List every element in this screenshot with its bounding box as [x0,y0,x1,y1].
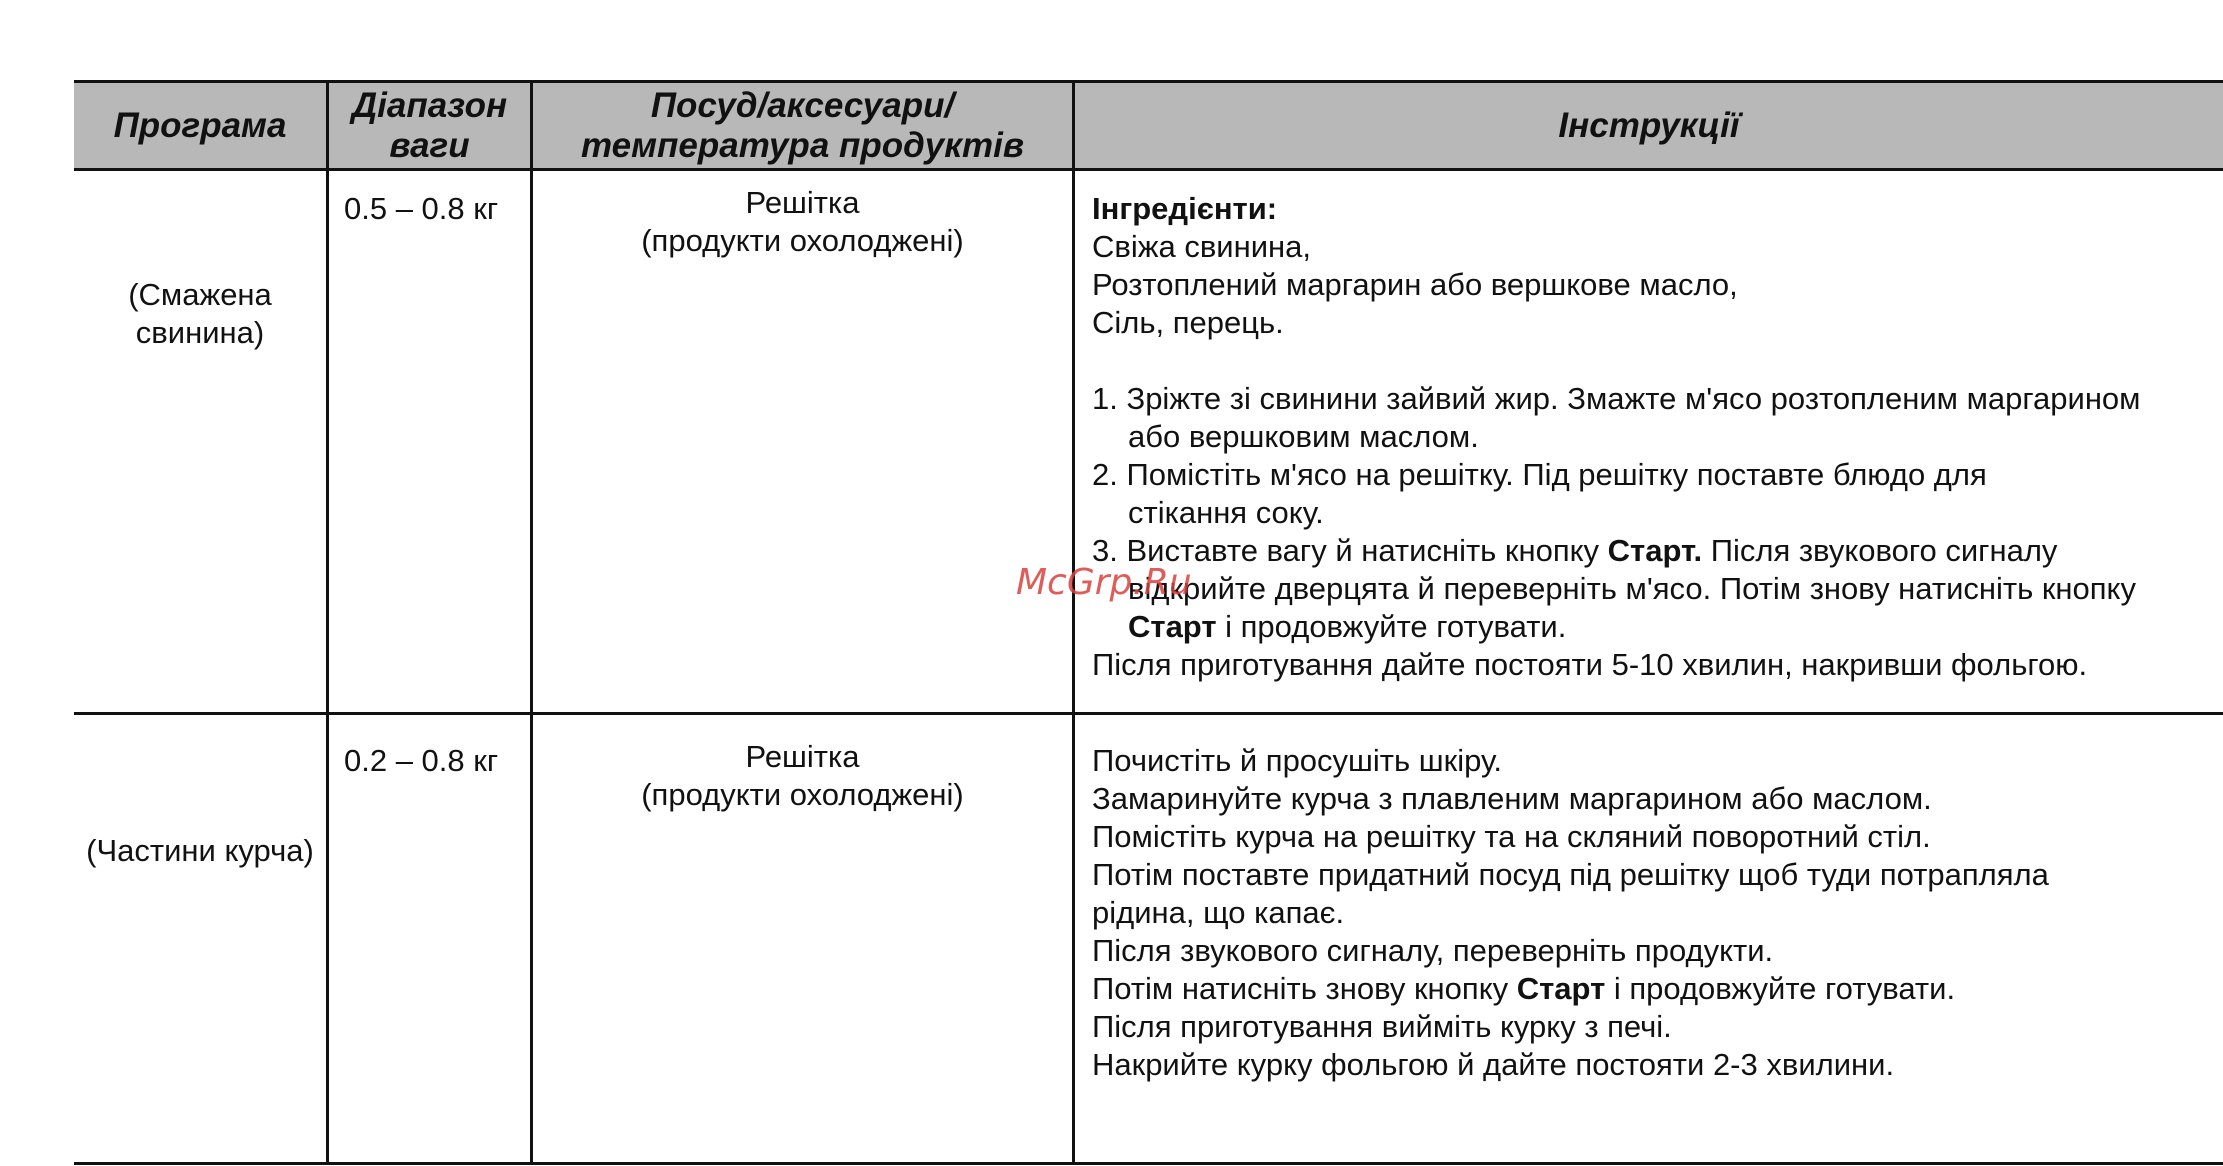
header-weight-range [329,83,530,168]
start-keyword: Старт [1128,609,1217,644]
column-divider-3 [1072,80,1075,1164]
row1-dishware-line1: Решітка [745,185,860,220]
row1-program [74,276,326,352]
row1-instructions [1092,190,2212,684]
step2-line1: 2. Помістіть м'ясо на решітку. Під решітку поставте блюдо для [1092,457,1987,492]
ingredients-title-text: Інгредієнти: [1092,191,1278,226]
step3-line1-pre: 3. Виставте вагу й натисніть кнопку [1092,533,1608,568]
row2-dishware-line1: Решітка [745,739,860,774]
row1-weight-value: 0.5 – 0.8 кг [344,191,499,226]
step2-line2: стікання соку. [1128,495,1324,530]
ingredients-title [1092,190,2212,228]
row2-dishware [533,738,1072,814]
step3-line3 [1092,608,2212,646]
step3-line3-post: і продовжуйте готувати. [1216,609,1567,644]
step3-line1 [1092,532,2212,570]
step1-line2: або вершковим маслом. [1128,419,1479,454]
ingredient-1: Свіжа свинина, [1092,229,1312,264]
step3-line2: відкрийте дверцята й переверніть м'ясо. Потім знову натисніть кнопку [1128,571,2136,606]
row2-instruction-8: Після приготування вийміть курку з печі. [1092,1009,1672,1044]
row2-weight-value: 0.2 – 0.8 кг [344,743,499,778]
header-dishware-line2: температура продуктів [581,125,1024,165]
header-instructions-label: Інструкції [1558,105,1740,145]
step3-line1-post: Після звукового сигналу [1702,533,2058,568]
row2-instruction-6: Після звукового сигналу, переверніть продукти. [1092,933,1774,968]
row2-instruction-3: Помістіть курча на решітку та на скляний поворотний стіл. [1092,819,1931,854]
header-weight-range-line1: Діапазон [351,85,508,125]
header-bottom-border [74,168,2223,171]
row2-instruction-9: Накрийте курку фольгою й дайте постояти 2-3 хвилини. [1092,1047,1895,1082]
row2-program [74,832,326,870]
row2-instructions [1092,742,2212,1084]
spacer [1092,342,2212,380]
row2-instruction-5: рідина, що капає. [1092,895,1345,930]
ingredient-2: Розтоплений маргарин або вершкове масло, [1092,267,1738,302]
row2-weight [344,742,498,780]
ingredient-3: Сіль, перець. [1092,305,1284,340]
row1-weight [344,190,498,228]
row2-instruction-2: Замаринуйте курча з плавленим маргарином або маслом. [1092,781,1932,816]
header-instructions [1075,83,2223,168]
start-keyword: Старт [1516,971,1606,1006]
header-program [74,83,326,168]
row1-dishware [533,184,1072,260]
header-program-label: Програма [113,105,287,145]
row2-program-label: (Частини курча) [86,833,314,868]
table-bottom-border [74,1162,2223,1165]
row1-program-line2: свинина) [135,315,265,350]
start-keyword: Старт. [1607,533,1703,568]
row1-dishware-line2: (продукти охолоджені) [641,223,964,258]
header-dishware-line1: Посуд/аксесуари/ [650,85,955,125]
row-divider [74,712,2223,715]
final-note: Після приготування дайте постояти 5-10 хвилин, накривши фольгою. [1092,647,2088,682]
column-divider-1 [326,80,329,1164]
watermark: McGrp.Ru [1016,562,1192,603]
row2-instruction-4: Потім поставте придатний посуд під решітку щоб туди потрапляла [1092,857,2049,892]
row2-instruction-1: Почистіть й просушіть шкіру. [1092,743,1502,778]
header-dishware [533,83,1072,168]
header-weight-range-line2: ваги [389,125,470,165]
row1-program-line1: (Смажена [128,277,272,312]
row2-instruction-7-pre: Потім натисніть знову кнопку [1092,971,1517,1006]
row2-dishware-line2: (продукти охолоджені) [641,777,964,812]
row2-instruction-7 [1092,970,2212,1008]
row2-instruction-7-post: і продовжуйте готувати. [1605,971,1956,1006]
step1-line1: 1. Зріжте зі свинини зайвий жир. Змажте м'ясо розтопленим маргарином [1092,381,2141,416]
